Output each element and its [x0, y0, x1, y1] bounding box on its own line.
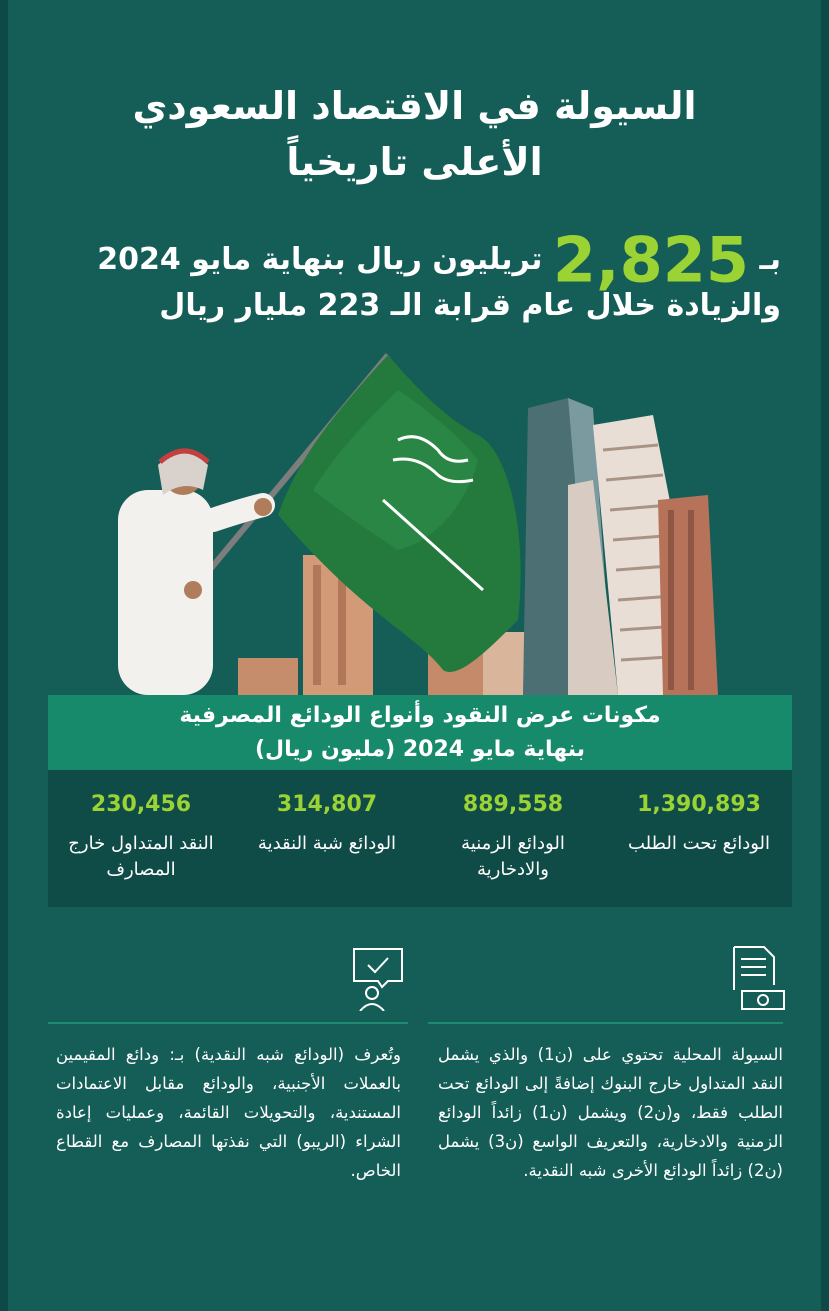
stat-value: 889,558: [462, 792, 564, 817]
headline-amount: 2,825: [552, 223, 750, 297]
divider-left: [48, 1022, 408, 1024]
section-header: [48, 695, 792, 770]
stat-value: 314,807: [276, 792, 378, 817]
hero-illustration: [98, 350, 818, 695]
document-money-icon: [726, 945, 786, 1011]
section-line-1: مكونات عرض النقود وأنواع الودائع المصرفية: [179, 703, 661, 728]
stat-demand-deposits: [606, 770, 792, 907]
divider-right: [428, 1022, 783, 1024]
stat-label: الودائع الزمنية والادخارية: [461, 833, 565, 880]
stat-label: الودائع شبة النقدية: [257, 833, 397, 854]
headline-line1-rest: تريليون ريال بنهاية مايو 2024: [97, 242, 543, 277]
stat-label: النقد المتداول خارج المصارف: [68, 833, 214, 880]
infographic-page: [8, 0, 821, 1311]
headline-line-2: والزيادة خلال عام قرابة الـ 223 مليار ريال: [159, 288, 781, 323]
stat-value: 1,390,893: [637, 792, 761, 817]
stat-label: الودائع تحت الطلب: [627, 833, 771, 854]
chat-person-check-icon: [348, 945, 408, 1011]
stat-value: 230,456: [90, 792, 192, 817]
stats-panel: [48, 770, 792, 907]
paragraph-liquidity-definition: السيولة المحلية تحتوي على (ن1) والذي يشمل النقد المتداول خارج البنوك إضافةً إلى الودائع تحت الطلب فقط، و(ن2) ويشمل (ن1) زائداً الودائع الزمنية والادخارية، والتعريف الواسع (ن3) يشمل (ن2) زائداً الودائع الأخرى شبه النقدية.: [438, 1045, 783, 1180]
main-title: [8, 78, 821, 190]
headline-prefix: بـ: [759, 242, 781, 277]
section-line-2: بنهاية مايو 2024 (مليون ريال): [255, 737, 585, 762]
headline-row-1: [41, 223, 781, 297]
stat-time-deposits: [420, 770, 606, 907]
building-low-left: [238, 658, 298, 695]
stat-currency-outside-banks: [48, 770, 234, 907]
stat-quasi-money-deposits: [234, 770, 420, 907]
headline: [41, 223, 781, 326]
title-line-2: الأعلى تاريخياً: [286, 140, 543, 184]
title-line-1: السيولة في الاقتصاد السعودي: [132, 84, 697, 128]
paragraph-quasi-money-definition: وتُعرف (الودائع شبه النقدية) بـ: ودائع المقيمين بالعملات الأجنبية، والودائع مقابل الاعتمادات المستندية، والتحويلات القائمة، وعمليات إعادة الشراء (الريبو) التي نفذتها المصارف مع القطاع الخاص.: [56, 1045, 401, 1180]
